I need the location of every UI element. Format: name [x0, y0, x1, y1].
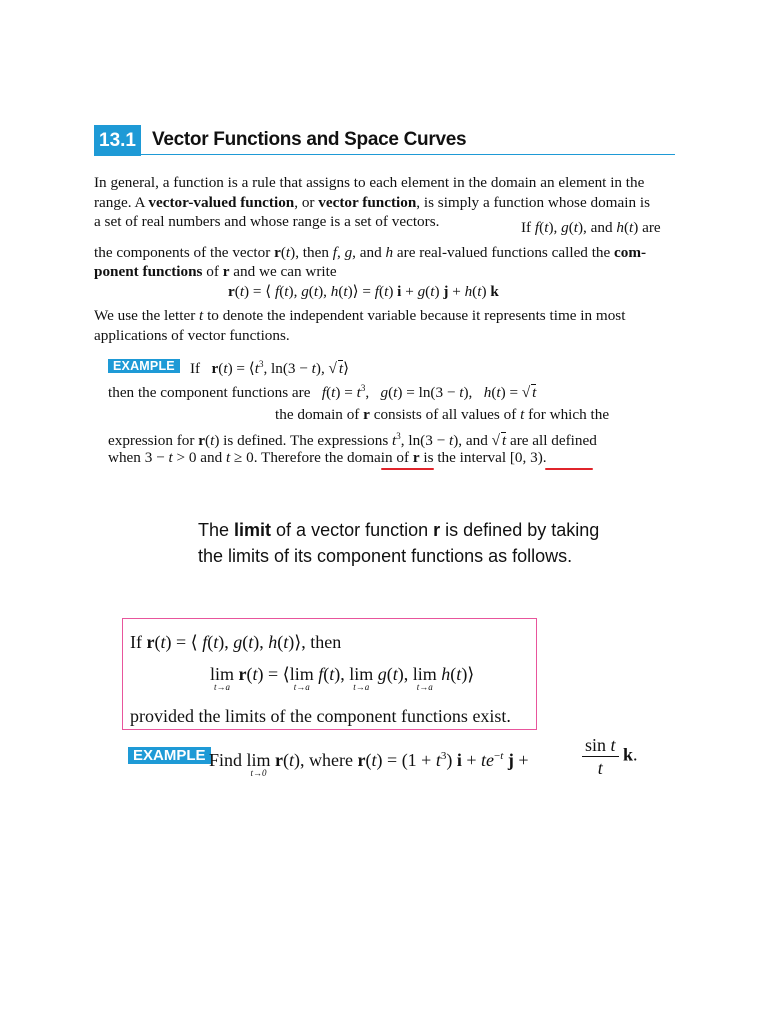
limit-intro-line-1: The limit of a vector function r is defined by taking — [198, 520, 600, 540]
example-1-row — [108, 357, 180, 375]
intro-line-2: range. A vector-valued function, or vector function, is simply a function whose domain is — [94, 194, 650, 211]
intro-line-1: In general, a function is a rule that assigns to each element in the domain an element in the — [94, 174, 645, 191]
domain-line-1: the domain of r consists of all values of t for which the — [275, 406, 610, 423]
intro-line-4: the components of the vector r(t), then f, g, and h are real-valued functions called the com- — [94, 244, 647, 261]
letter-t-line-2: applications of vector functions. — [94, 327, 290, 344]
limit-box-if-line: If r(t) = ⟨ f(t), g(t), h(t)⟩, then — [130, 632, 342, 652]
limit-intro-line-2: the limits of its component functions as follows. — [198, 546, 573, 566]
intro-line-3: a set of real numbers and whose range is a set of vectors. — [94, 213, 440, 230]
intro-line-3b: If f(t), g(t), and h(t) are — [521, 219, 661, 236]
example-2-statement: Find lim t→0 r(t), where $r(t) = (1 + t^3)$ $i + te^{-t}$ j + — [209, 750, 529, 778]
example-2-tag-wrap — [128, 746, 211, 766]
section-title: Vector Functions and Space Curves — [152, 129, 467, 150]
domain-line-2: expression for r(t) is defined. The expressions $t^3$, ln(3 − t), and √ t are all defined — [108, 431, 597, 450]
interval-underline — [545, 468, 593, 470]
limit-box-proviso: provided the limits of the component functions exist. — [130, 706, 511, 726]
intro-line-5: ponent functions of r and we can write — [94, 263, 337, 280]
domain-underline — [381, 468, 434, 470]
letter-t-line-1: We use the letter t to denote the independent variable because it represents time in most — [94, 307, 626, 324]
example-2-tag: EXAMPLE — [128, 747, 211, 764]
section-number-badge: 13.1 — [94, 125, 141, 156]
example-1-tag: EXAMPLE — [108, 359, 180, 373]
section-divider — [94, 154, 675, 155]
example-1-components: then the component functions are $f(t) = t^3$, g(t) = ln(3 − t), h(t) = √ t — [108, 383, 537, 402]
example-1-statement: If $r(t) = ⟨t^3$, ln(3 − t), √ t⟩ — [190, 359, 350, 378]
vector-function-equation: r(t) = ⟨ f(t), g(t), h(t)⟩ = f(t) i + g(t) j + h(t) k — [228, 283, 499, 300]
domain-line-3: when 3 − t > 0 and t ≥ 0. Therefore the domain of r is the interval [0, 3). — [108, 449, 547, 466]
example-2-fraction: $\frac{\text{sin t}}{t}$ k. — [582, 734, 638, 779]
limit-box-formula: lim t→a r(t) = ⟨lim t→a f(t), lim t→a g(t), lim t→a h(t)⟩ — [210, 664, 475, 692]
